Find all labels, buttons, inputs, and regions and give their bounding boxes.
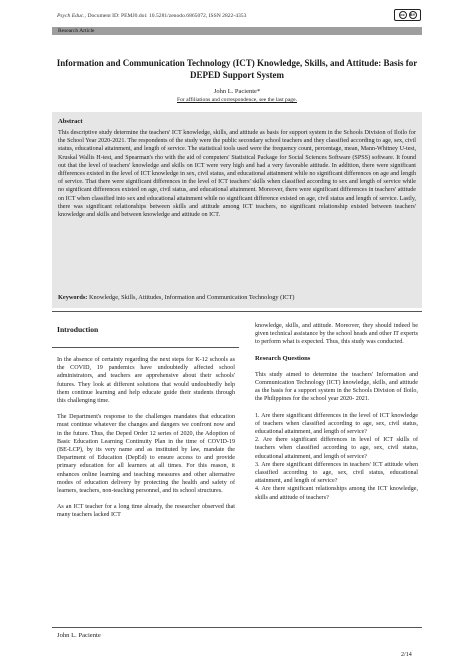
intro-paragraph-1: In the absence of certainty regarding the next steps for K-12 schools as the COVID, 19 pandemics have undoubtedly affected school administrators, and teachers are apprehensive about their schools' futures. They look at different solutions that would undoubtedly help them continue learning and help educate guide their students through this challenging time. xyxy=(57,357,235,405)
left-column-body xyxy=(57,356,235,520)
keywords-text: Knowledge, Skills, Attitudes, Information and Communication Technology (ICT) xyxy=(88,294,295,301)
paper-title: Information and Communication Technology (ICT) Knowledge, Skills, and Attitude: Basis for DEPED Support System xyxy=(56,58,418,80)
by-person-icon: BY xyxy=(409,12,416,17)
right-paragraph-2: This study aimed to determine the teachers' Information and Communication Technology (ICT) knowledge, skills, and attitude as the basis for a support system in the Schools Division of Iloilo, the Philippines for the school year 2020- 2021. xyxy=(255,371,418,403)
abstract-box xyxy=(52,112,422,308)
section-bar: Research Article xyxy=(52,27,422,35)
right-column xyxy=(255,322,418,502)
footer-page-number: 2/14 xyxy=(401,652,412,658)
journal-header: Psych Educ., Document ID: PEMJ0.doi: 10.5281/zenodo.6865072, ISSN 2822-4353 xyxy=(57,13,247,19)
divider-intro xyxy=(52,347,239,348)
cc-circle-icon: cc xyxy=(400,12,405,17)
research-question-1: 1. Are there significant differences in the level of ICT knowledge of teachers when classified according to age, sex, civil status, educational attainment, and length of service? xyxy=(255,412,418,436)
keywords xyxy=(58,294,418,301)
research-question-2: 2. Are there significant differences in level of ICT skills of teachers when classified according to age, sex, civil status, educational attainment, and length of service? xyxy=(255,437,418,460)
keywords-label: Keywords: xyxy=(58,294,88,301)
doc-info: Document ID: PEMJ0.doi: 10.5281/zenodo.6865072, ISSN 2822-4353 xyxy=(87,13,247,19)
divider-top xyxy=(52,311,422,312)
left-column xyxy=(57,326,235,334)
right-paragraph-1: knowledge, skills, and attitude. Moreover, they should indeed be given technical assistance by the school heads and other IT experts to perform what is expected. Thus, this study was conducted. xyxy=(255,323,419,346)
research-question-3: 3. Are there significant differences in teachers' ICT attitude when classified according to age, sex, civil status, educational attainment, and length of service? xyxy=(255,461,418,485)
affiliation-link[interactable]: For affiliations and correspondence, see the last page. xyxy=(177,97,297,103)
divider-footer xyxy=(52,627,422,628)
footer-author: John L. Paciente xyxy=(57,632,101,639)
author-name: John L. Paciente* xyxy=(213,88,261,95)
abstract-text: This descriptive study determine the teachers' ICT knowledge, skills, and attitude as basis for support system in the Schools Division of Iloilo for the School Year 2020-2021. The respondents of the study were the public secondary school teachers and they classified according to age, sex, civil status, educational attainment, and length of service. The statistical tools used were the frequency count, percentage, mean, Mann-Whitney U-test, Kruskal Wallis H-test, and Spearman's rho with the aid of computers' Statistical Package for Social Sciences Software (SPSS) software. It found out that the level of teachers' knowledge and skills on ICT were very high and had a very favorable attitude. In addition, there were significant differences existed in the level of ICT knowledge in sex, civil status, and educational attainment while no significant differences on age and length of service. That there were significant differences in the level of ICT teachers' skills when classified according to sex and length of service while no significant differences existed on age, civil status, and educational attainment. Moreover, there were significant differences in teachers' attitude on ICT when classified into sex and educational attainment while no significant difference existed on age, civil status and length of service. Lastly, there was significant relationships between skills and attitude among ICT teachers, no significant relationship existed between teachers' knowledge and skills and between knowledge and attitude on ICT. xyxy=(58,130,416,219)
research-questions-heading: Research Questions xyxy=(255,354,311,362)
cc-by-icon[interactable] xyxy=(394,9,421,21)
journal-name: Psych Educ. xyxy=(57,13,85,19)
abstract-heading: Abstract xyxy=(58,118,83,125)
intro-paragraph-3: As an ICT teacher for a long time already, the researcher observed that many teachers lacked ICT xyxy=(57,504,235,519)
intro-paragraph-2: The Department's response to the challenges mandates that education must continue whatever the changes and dangers we confront now and in the future. Thus, the Deped Order 12 series of 2020, the Adoption of Basic Education Learning Continuity Plan in the time of COVID-19 (BE-LCP), by its very name and as instituted by law, mandate the Department of Education (DepEd) to ensure access to and provide primary education for all learners at all times. For this reason, it enhances online learning and teaching measures and other alternative modes of education delivery by protecting the health and safety of learners, teachers, non-teaching personnel, and its school structures. xyxy=(57,414,235,495)
introduction-heading: Introduction xyxy=(57,325,99,334)
research-question-4: 4. Are there significant relationships among the ICT knowledge, skills and attitude of teachers? xyxy=(255,486,418,501)
